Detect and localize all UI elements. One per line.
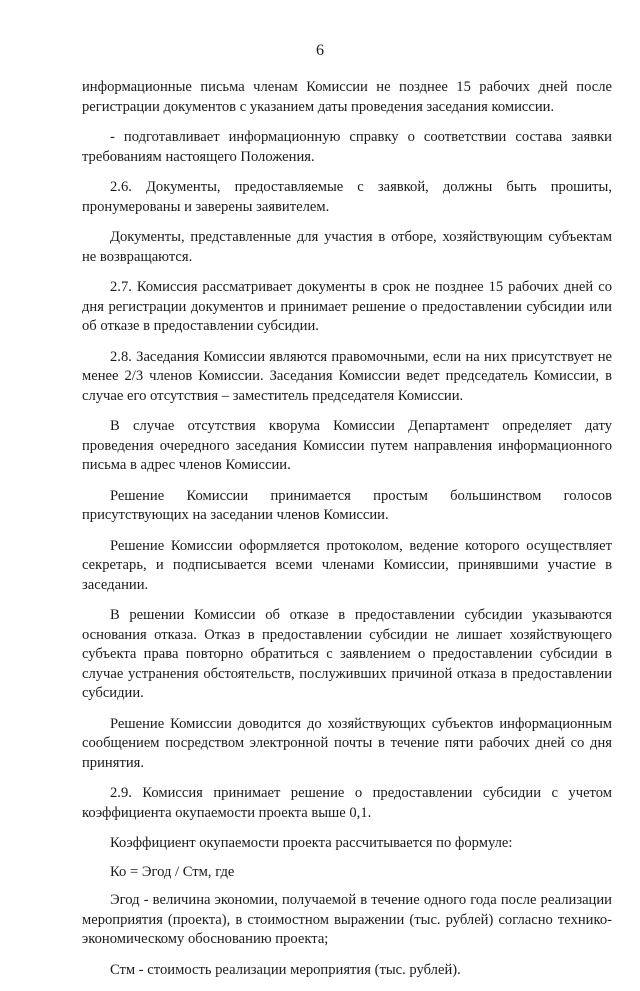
paragraph: Решение Комиссии оформляется протоколом, ведение которого осуществляет секретарь, и подписывается всеми членами Комиссии, принявшими участие в заседании. — [82, 537, 612, 593]
paragraph: Решение Комиссии доводится до хозяйствующих субъектов информационным сообщением посредством электронной почты в течение пяти рабочих дней со дня принятия. — [82, 715, 612, 771]
paragraph-list-item: - подготавливает информационную справку о соответствии состава заявки требованиям настоящего Положения. — [82, 129, 612, 165]
document-body — [82, 78, 612, 991]
paragraph: Коэффициент окупаемости проекта рассчитывается по формуле: — [110, 835, 513, 851]
formula-definition: Стм - стоимость реализации мероприятия (тыс. рублей). — [110, 961, 461, 978]
paragraph: В решении Комиссии об отказе в предоставлении субсидии указываются основания отказа. Отказ в предоставлении субсидии не лишает хозяйствующего субъекта права повторно обратиться с заявлением о предоставлении субсидии в случае устранения обстоятельств, послуживших причиной отказа в предоставлении субсидии. — [82, 607, 612, 701]
paragraph: Решение Комиссии принимается простым большинством голосов присутствующих на заседании членов Комиссии. — [82, 487, 612, 523]
paragraph-2-7: 2.7. Комиссия рассматривает документы в срок не позднее 15 рабочих дней со дня регистрации документов и принимает решение о предоставлении субсидии или об отказе в предоставлении субсидии. — [82, 279, 612, 334]
paragraph-2-8: 2.8. Заседания Комиссии являются правомочными, если на них присутствует не менее 2/3 членов Комиссии. Заседания Комиссии ведет председатель Комиссии, в случае его отсутствия – заместитель председателя Комиссии. — [82, 348, 612, 404]
formula: Ко = Эгод / Стм, где — [110, 863, 235, 880]
formula-definition: Эгод - величина экономии, получаемой в течение одного года после реализации мероприятия (проекта), в стоимостном выражении (тыс. рублей) согласно технико-экономическому обоснованию проекта; — [82, 892, 612, 947]
paragraph-2-9: 2.9. Комиссия принимает решение о предоставлении субсидии с учетом коэффициента окупаемости проекта выше 0,1. — [82, 785, 612, 821]
paragraph-2-6: 2.6. Документы, предоставляемые с заявкой, должны быть прошиты, пронумерованы и заверены заявителем. — [82, 179, 612, 215]
paragraph-continuation: информационные письма членам Комиссии не позднее 15 рабочих дней после регистрации документов с указанием даты проведения заседания комиссии. — [82, 79, 612, 115]
paragraph: Документы, представленные для участия в отборе, хозяйствующим субъектам не возвращаются. — [82, 229, 612, 265]
page-number: 6 — [316, 42, 324, 59]
paragraph: В случае отсутствия кворума Комиссии Департамент определяет дату проведения очередного заседания Комиссии путем направления информационного письма в адрес членов Комиссии. — [82, 418, 612, 473]
